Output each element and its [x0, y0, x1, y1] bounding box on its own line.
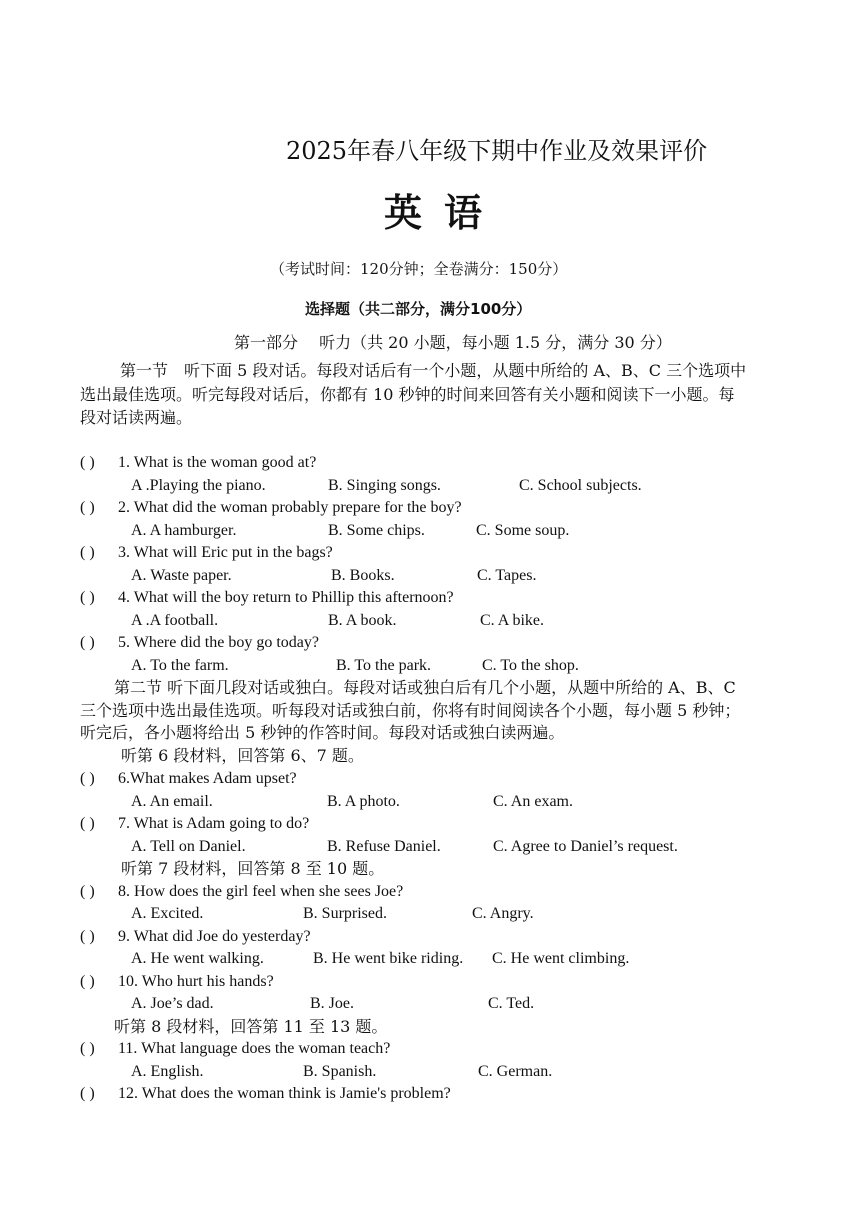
q6-option-c: C. An exam.	[493, 793, 573, 810]
answer-bracket[interactable]: ( )	[80, 1040, 95, 1057]
q8-option-b: B. Surprised.	[303, 905, 387, 922]
q7-option-c: C. Agree to Daniel’s request.	[493, 838, 678, 855]
answer-bracket[interactable]: ( )	[80, 928, 95, 945]
section1-instruction-line3: 段对话读两遍。	[80, 408, 193, 427]
q5-option-c: C. To the shop.	[482, 657, 579, 674]
q9-option-b: B. He went bike riding.	[313, 950, 464, 967]
q6-option-a: A. An email.	[131, 793, 213, 810]
q1-option-b: B. Singing songs.	[328, 477, 441, 494]
question-11: 11. What language does the woman teach?	[118, 1040, 391, 1057]
question-4: 4. What will the boy return to Phillip this afternoon?	[118, 589, 454, 606]
section1-instruction-line1: 第一节 听下面 5 段对话。每段对话后有一个小题，从题中所给的 A、B、C 三个选项中	[120, 361, 747, 380]
question-2: 2. What did the woman probably prepare for the boy?	[118, 499, 462, 516]
q9-option-c: C. He went climbing.	[492, 950, 630, 967]
answer-bracket[interactable]: ( )	[80, 1085, 95, 1102]
q5-option-b: B. To the park.	[336, 657, 432, 674]
q10-option-c: C. Ted.	[488, 995, 535, 1012]
q4-option-a: A .A football.	[131, 612, 219, 629]
subject-char-2: 语	[444, 191, 485, 235]
section2-instruction-line1: 第二节 听下面几段对话或独白。每段对话或独白后有几个小题，从题中所给的 A、B、C	[114, 678, 736, 697]
q1-option-a: A .Playing the piano.	[131, 477, 266, 494]
question-8: 8. How does the girl feel when she sees Joe?	[118, 883, 404, 900]
section2-instruction-line3: 听完后，各小题将给出 5 秒钟的作答时间。每段对话或独白读两遍。	[80, 723, 565, 742]
material-7-note: 听第 7 段材料，回答第 8 至 10 题。	[121, 859, 385, 878]
q11-option-a: A. English.	[131, 1063, 204, 1080]
q10-option-b: B. Joe.	[310, 995, 354, 1012]
q6-option-b: B. A photo.	[327, 793, 400, 810]
q5-option-a: A. To the farm.	[131, 657, 229, 674]
answer-bracket[interactable]: ( )	[80, 883, 95, 900]
q3-option-b: B. Books.	[331, 567, 395, 584]
section2-instruction-line2: 三个选项中选出最佳选项。听每段对话或独白前，你将有时间阅读各个小题，每小题 5 秒钟；	[80, 701, 741, 720]
q7-option-a: A. Tell on Daniel.	[131, 838, 246, 855]
answer-bracket[interactable]: ( )	[80, 815, 95, 832]
exam-title: 2025年春八年级下期中作业及效果评价	[286, 137, 708, 165]
q10-option-a: A. Joe’s dad.	[131, 995, 214, 1012]
q2-option-c: C. Some soup.	[476, 522, 570, 539]
material-6-note: 听第 6 段材料，回答第 6、7 题。	[121, 746, 364, 765]
question-3: 3. What will Eric put in the bags?	[118, 544, 333, 561]
answer-bracket[interactable]: ( )	[80, 499, 95, 516]
exam-info: （考试时间：120分钟；全卷满分：150分）	[270, 260, 568, 278]
answer-bracket[interactable]: ( )	[80, 634, 95, 651]
question-1: 1. What is the woman good at?	[118, 454, 317, 471]
answer-bracket[interactable]: ( )	[80, 589, 95, 606]
question-9: 9. What did Joe do yesterday?	[118, 928, 311, 945]
question-10: 10. Who hurt his hands?	[118, 973, 274, 990]
subject-char-1: 英	[384, 191, 425, 235]
section1-instruction-line2: 选出最佳选项。听完每段对话后，你都有 10 秒钟的时间来回答有关小题和阅读下一小题。每	[80, 385, 735, 404]
question-6: 6.What makes Adam upset?	[118, 770, 297, 787]
q9-option-a: A. He went walking.	[131, 950, 264, 967]
section-heading: 选择题（共二部分，满分100分）	[305, 300, 532, 318]
q2-option-b: B. Some chips.	[328, 522, 425, 539]
q11-option-c: C. German.	[478, 1063, 553, 1080]
question-12: 12. What does the woman think is Jamie's problem?	[118, 1085, 451, 1102]
q4-option-b: B. A book.	[328, 612, 397, 629]
q8-option-c: C. Angry.	[472, 905, 534, 922]
part-heading: 第一部分 听力（共 20 小题，每小题 1.5 分，满分 30 分）	[234, 333, 672, 352]
q8-option-a: A. Excited.	[131, 905, 204, 922]
q4-option-c: C. A bike.	[480, 612, 545, 629]
question-7: 7. What is Adam going to do?	[118, 815, 310, 832]
q7-option-b: B. Refuse Daniel.	[327, 838, 441, 855]
answer-bracket[interactable]: ( )	[80, 973, 95, 990]
q3-option-a: A. Waste paper.	[131, 567, 232, 584]
answer-bracket[interactable]: ( )	[80, 454, 95, 471]
question-5: 5. Where did the boy go today?	[118, 634, 319, 651]
answer-bracket[interactable]: ( )	[80, 770, 95, 787]
subject-title	[384, 190, 484, 236]
q1-option-c: C. School subjects.	[519, 477, 642, 494]
material-8-note: 听第 8 段材料，回答第 11 至 13 题。	[114, 1017, 388, 1036]
answer-bracket[interactable]: ( )	[80, 544, 95, 561]
q11-option-b: B. Spanish.	[303, 1063, 377, 1080]
q3-option-c: C. Tapes.	[477, 567, 537, 584]
q2-option-a: A. A hamburger.	[131, 522, 237, 539]
